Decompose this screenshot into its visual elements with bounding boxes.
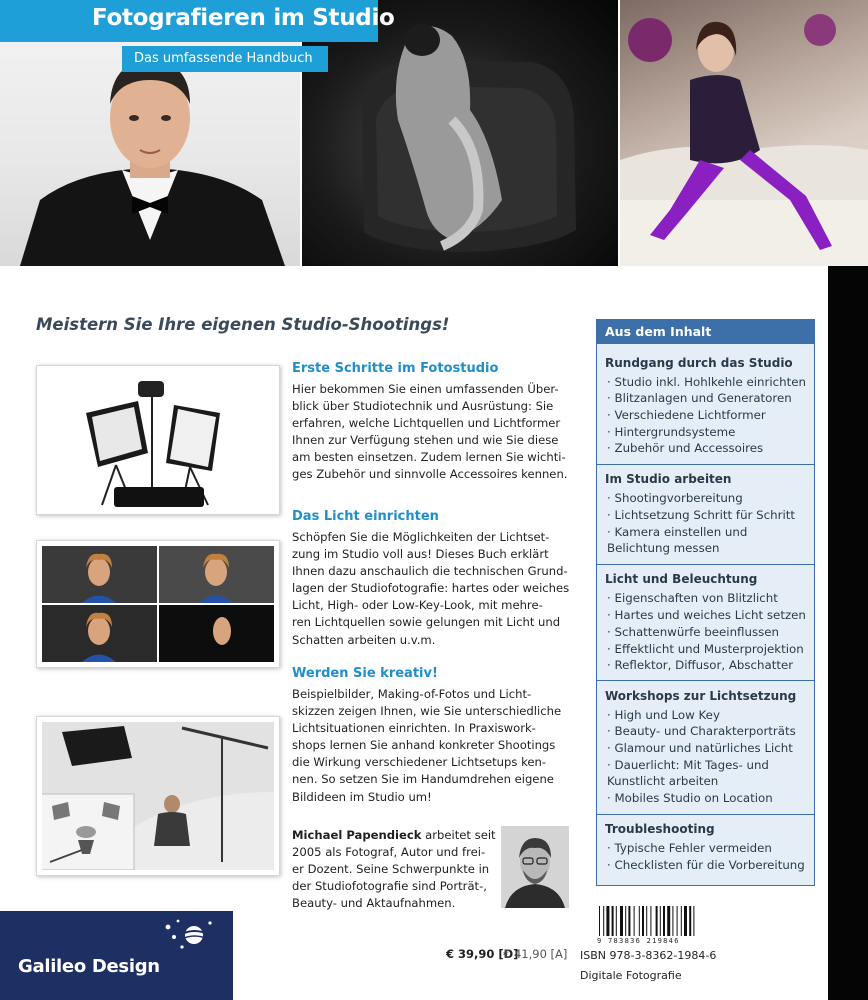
toc-item: · Eigenschaften von Blitzlicht xyxy=(607,591,778,605)
section-heading-2: Das Licht einrichten xyxy=(292,509,439,524)
barcode-bar xyxy=(628,906,630,936)
toc-item: · Kamera einstellen und xyxy=(607,525,748,539)
toc-item: · Verschiedene Lichtformer xyxy=(607,408,766,422)
author-bio-line: 2005 als Fotograf, Autor und frei- xyxy=(292,845,486,860)
barcode-bar xyxy=(677,906,678,936)
barcode-bar xyxy=(672,906,673,936)
toc-group-title: Workshops zur Lichtsetzung xyxy=(605,689,797,703)
barcode-bar xyxy=(599,906,600,936)
image-making-of xyxy=(36,716,280,876)
section-3-line: shops lernen Sie anhand konkreter Shootings xyxy=(292,738,556,753)
toc-group-title: Licht und Beleuchtung xyxy=(605,572,758,586)
section-2-line: Ihnen dazu anschaulich die technischen Grund- xyxy=(292,564,568,579)
barcode-bar xyxy=(684,906,687,936)
section-2-line: lagen der Studiofotografie: hartes oder weiches xyxy=(292,581,570,596)
barcode-digits: 9 783836 219846 xyxy=(597,937,680,945)
section-1-line: Ihnen zur Verfügung stehen und wie Sie diese xyxy=(292,433,559,448)
toc-item: Kunstlicht arbeiten xyxy=(607,774,719,788)
toc-header-label: Aus dem Inhalt xyxy=(605,324,712,339)
section-heading-1: Erste Schritte im Fotostudio xyxy=(292,361,499,376)
section-1-line: ges Zubehör und sinnvolle Accessoires kennen. xyxy=(292,467,568,482)
author-photo xyxy=(501,826,569,908)
image-lighting-comparison xyxy=(36,540,280,668)
toc-item: · Effektlicht und Musterprojektion xyxy=(607,642,804,656)
toc-item: · Zubehör und Accessoires xyxy=(607,441,764,455)
toc-item: · Dauerlicht: Mit Tages- und xyxy=(607,758,769,772)
barcode-bar xyxy=(625,906,626,936)
toc-item: · Studio inkl. Hohlkehle einrichten xyxy=(607,375,806,389)
toc-group-title: Rundgang durch das Studio xyxy=(605,356,793,370)
section-1-line: erfahren, welche Lichtquellen und Lichtformer xyxy=(292,416,561,431)
barcode-bar xyxy=(693,906,694,936)
toc-divider xyxy=(597,464,814,465)
toc-item: · Schattenwürfe beeinflussen xyxy=(607,625,779,639)
section-3-line: skizzen zeigen Ihnen, wie Sie unterschiedliche xyxy=(292,704,562,719)
barcode-bar xyxy=(667,906,670,936)
spine-strip xyxy=(828,266,868,1000)
book-subtitle: Das umfassende Handbuch xyxy=(134,51,313,66)
toc-divider xyxy=(597,564,814,565)
barcode-bar xyxy=(603,906,604,936)
section-3-line: Beispielbilder, Making-of-Fotos und Licht- xyxy=(292,687,532,701)
barcode-bar xyxy=(646,906,647,936)
toc-item: · High und Low Key xyxy=(607,708,720,722)
author-bio-line: er Dozent. Seine Schwerpunkte in xyxy=(292,862,490,877)
author-bio xyxy=(292,827,498,912)
toc-item: · Blitzanlagen und Generatoren xyxy=(607,391,792,405)
barcode-bar xyxy=(639,906,640,936)
toc-group-title: Im Studio arbeiten xyxy=(605,472,732,486)
section-2-line: zung im Studio voll aus! Dieses Buch erklärt xyxy=(292,547,549,562)
barcode-bar xyxy=(606,906,609,936)
barcode-bar xyxy=(634,906,635,936)
section-1-line: am besten einsetzen. Zudem lernen Sie wichti- xyxy=(292,450,566,465)
section-3-line: Lichtsituationen einrichten. In Praxiswork- xyxy=(292,721,536,736)
toc-item: · Checklisten für die Vorbereitung xyxy=(607,858,805,872)
toc-divider xyxy=(597,680,814,681)
section-2-line: ren Lichtquellen sowie gelungen mit Licht und xyxy=(292,615,561,630)
toc-box xyxy=(596,319,815,886)
toc-group-title: Troubleshooting xyxy=(605,822,715,836)
price-germany: € 39,90 [D] xyxy=(446,947,519,961)
barcode-bar xyxy=(663,906,665,936)
barcode-bar xyxy=(650,906,651,936)
section-2-line: Licht, High- oder Low-Key-Look, mit mehre- xyxy=(292,598,543,613)
barcode-bar xyxy=(642,906,644,936)
section-3-line: Bildideen im Studio um! xyxy=(292,789,432,804)
galileo-logo-icon xyxy=(160,915,220,955)
toc-item: · Mobiles Studio on Location xyxy=(607,791,773,805)
toc-item: · Reflektor, Diffusor, Abschatter xyxy=(607,658,794,672)
author-name: Michael Papendieck xyxy=(292,828,422,842)
section-body-1 xyxy=(292,381,570,484)
publisher-name: Galileo Design xyxy=(18,956,160,977)
toc-item: · Shootingvorbereitung xyxy=(607,491,743,505)
image-studio-lights xyxy=(36,365,280,515)
toc-item: · Typische Fehler vermeiden xyxy=(607,841,772,855)
section-1-line: Hier bekommen Sie einen umfassenden Über- xyxy=(292,382,559,396)
barcode-icon xyxy=(597,906,725,936)
section-body-3 xyxy=(292,686,570,806)
author-bio-line-rest: arbeitet seit xyxy=(421,828,496,842)
barcode-bar xyxy=(689,906,691,936)
book-title: Fotografieren im Studio xyxy=(92,5,395,31)
section-heading-3: Werden Sie kreativ! xyxy=(292,666,438,681)
section-1-line: blick über Studiotechnik und Ausrüstung: Sie xyxy=(292,399,554,414)
author-bio-line: der Studiofotografie sind Porträt-, xyxy=(292,879,487,894)
toc-item: Belichtung messen xyxy=(607,541,720,555)
author-bio-line xyxy=(292,827,498,844)
barcode-bar xyxy=(656,906,658,936)
section-2-line: Schöpfen Sie die Möglichkeiten der Lichtset- xyxy=(292,530,550,544)
toc-item: · Beauty- und Charakterporträts xyxy=(607,724,796,738)
section-body-2 xyxy=(292,529,570,649)
barcode-bar xyxy=(660,906,661,936)
section-2-line: Schatten arbeiten u.v.m. xyxy=(292,632,436,647)
headline: Meistern Sie Ihre eigenen Studio-Shootings! xyxy=(36,315,450,334)
category: Digitale Fotografie xyxy=(580,969,682,982)
barcode-bar xyxy=(681,906,682,936)
barcode-bar xyxy=(616,906,617,936)
section-3-line: die Wirkung verschiedener Lichtsetups ken- xyxy=(292,755,547,770)
cover-photo-color xyxy=(620,0,868,266)
toc-item: · Lichtsetzung Schritt für Schritt xyxy=(607,508,795,522)
toc-divider xyxy=(597,814,814,815)
toc-item: · Hartes und weiches Licht setzen xyxy=(607,608,806,622)
barcode-bar xyxy=(620,906,623,936)
toc-item: · Glamour und natürliches Licht xyxy=(607,741,793,755)
price-austria: € 41,90 [A] xyxy=(503,947,568,961)
author-bio-line: Beauty- und Aktaufnahmen. xyxy=(292,896,456,911)
barcode-bar xyxy=(612,906,614,936)
toc-item: · Hintergrundsysteme xyxy=(607,425,736,439)
section-3-line: nen. So setzen Sie im Handumdrehen eigene xyxy=(292,772,554,787)
isbn: ISBN 978-3-8362-1984-6 xyxy=(580,949,717,962)
